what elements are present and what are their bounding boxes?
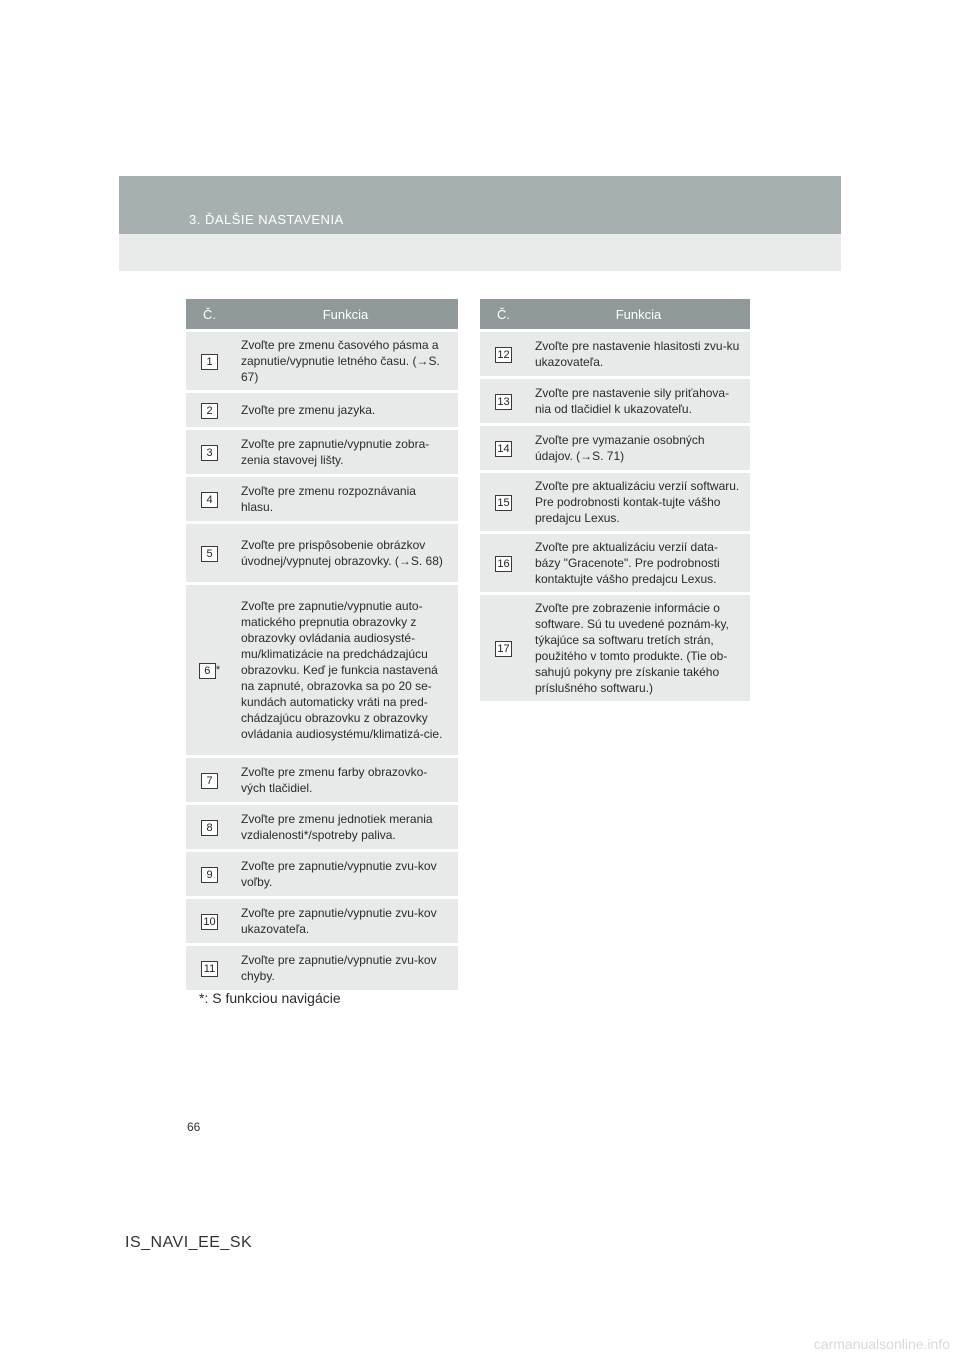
table-row xyxy=(186,899,458,943)
row-number-cell xyxy=(480,379,527,423)
row-number-box: 4 xyxy=(201,492,218,508)
row-number-cell xyxy=(480,426,527,470)
row-number-box: 2 xyxy=(201,403,218,419)
row-number-box: 12 xyxy=(495,347,512,363)
table-row xyxy=(480,379,750,423)
row-function-text: Zvoľte pre zapnutie/vypnutie auto-matického prepnutia obrazovky z obrazovky ovládania audiosysté-mu/klimatizácie na predchádzajúcu obrazovku. Keď je funkcia nastavená na zapnuté, obrazovka sa po 20 se-kundách automaticky vráti na pred-chádzajúcu obrazovku z obrazovky ovládania audiosystému/klimatizá-cie. xyxy=(233,585,458,755)
row-function-text: Zvoľte pre prispôsobenie obrázkov úvodnej/vypnutej obrazovky. (→S. 68) xyxy=(233,524,458,582)
row-number-cell xyxy=(186,585,233,755)
row-number-cell xyxy=(186,899,233,943)
row-number-box: 6 xyxy=(199,663,216,679)
table-row xyxy=(186,585,458,755)
row-number-cell xyxy=(186,393,233,427)
row-number-box: 3 xyxy=(201,445,218,461)
table-row xyxy=(186,430,458,474)
section-title: 3. ĎALŠIE NASTAVENIA xyxy=(189,212,344,227)
row-function-text: Zvoľte pre zmenu jazyka. xyxy=(233,393,458,427)
table-row xyxy=(186,852,458,896)
function-table-left xyxy=(186,296,458,993)
row-number-box: 13 xyxy=(495,394,512,410)
column-header-number: Č. xyxy=(480,299,527,329)
table-row xyxy=(480,595,750,701)
row-function-text: Zvoľte pre zapnutie/vypnutie zvu-kov chyby. xyxy=(233,946,458,990)
footnote: *: S funkciou navigácie xyxy=(199,990,341,1006)
row-function-text: Zvoľte pre nastavenie sily priťahova-nia od tlačidiel k ukazovateľu. xyxy=(527,379,750,423)
row-number-box: 7 xyxy=(201,773,218,789)
row-number-cell xyxy=(480,332,527,376)
row-number-cell xyxy=(480,534,527,592)
row-number-box: 15 xyxy=(495,495,512,511)
row-function-text: Zvoľte pre aktualizáciu verzií data-bázy "Gracenote". Pre podrobnosti kontaktujte vášho predajcu Lexus. xyxy=(527,534,750,592)
page-number: 66 xyxy=(187,1120,201,1134)
row-number-cell xyxy=(186,477,233,521)
row-number-box: 16 xyxy=(495,556,512,572)
column-header-function: Funkcia xyxy=(527,299,750,329)
table-header-row xyxy=(480,299,750,329)
row-number-cell xyxy=(186,524,233,582)
header-subband xyxy=(119,234,841,271)
row-footnote-mark: * xyxy=(215,663,221,676)
table-row xyxy=(480,534,750,592)
table-row xyxy=(480,426,750,470)
row-number-cell xyxy=(480,473,527,531)
table-row xyxy=(480,473,750,531)
row-number-box: 8 xyxy=(201,820,218,836)
row-function-text: Zvoľte pre vymazanie osobných údajov. (→S. 71) xyxy=(527,426,750,470)
row-number-box: 1 xyxy=(201,354,218,370)
row-number-cell xyxy=(186,758,233,802)
document-code: IS_NAVI_EE_SK xyxy=(125,1234,253,1251)
table-row xyxy=(186,332,458,390)
column-header-function: Funkcia xyxy=(233,299,458,329)
row-number-box: 5 xyxy=(201,546,218,562)
table-row xyxy=(186,393,458,427)
function-table-right xyxy=(480,296,750,704)
row-number-box: 11 xyxy=(201,961,218,977)
table-row xyxy=(186,805,458,849)
row-number-box: 9 xyxy=(201,867,218,883)
row-number-cell xyxy=(186,332,233,390)
column-header-number: Č. xyxy=(186,299,233,329)
row-function-text: Zvoľte pre aktualizáciu verzií softwaru. Pre podrobnosti kontak-tujte vášho predajcu Lexus. xyxy=(527,473,750,531)
row-number-box: 17 xyxy=(495,641,512,657)
row-number-cell xyxy=(186,946,233,990)
row-number-cell xyxy=(186,805,233,849)
table-row xyxy=(186,524,458,582)
row-function-text: Zvoľte pre nastavenie hlasitosti zvu-ku ukazovateľa. xyxy=(527,332,750,376)
row-number-cell xyxy=(186,430,233,474)
table-header-row xyxy=(186,299,458,329)
row-function-text: Zvoľte pre zmenu rozpoznávania hlasu. xyxy=(233,477,458,521)
table-row xyxy=(186,758,458,802)
watermark: carmanualsonline.info xyxy=(813,1336,950,1352)
row-number-box: 14 xyxy=(495,441,512,457)
row-number-cell xyxy=(480,595,527,701)
row-function-text: Zvoľte pre zmenu jednotiek merania vzdialenosti*/spotreby paliva. xyxy=(233,805,458,849)
table-row xyxy=(480,332,750,376)
row-number-box: 10 xyxy=(201,914,218,930)
row-function-text: Zvoľte pre zapnutie/vypnutie zobra-zenia stavovej lišty. xyxy=(233,430,458,474)
row-function-text: Zvoľte pre zmenu časového pásma a zapnutie/vypnutie letného času. (→S. 67) xyxy=(233,332,458,390)
row-function-text: Zvoľte pre zobrazenie informácie o software. Sú tu uvedené poznám-ky, týkajúce sa softwaru tretích strán, použitého v tomto produkte. (Tie ob-sahujú pokyny pre získanie takého príslušného softwaru.) xyxy=(527,595,750,701)
row-number-cell xyxy=(186,852,233,896)
table-row xyxy=(186,946,458,990)
row-function-text: Zvoľte pre zmenu farby obrazovko-vých tlačidiel. xyxy=(233,758,458,802)
row-function-text: Zvoľte pre zapnutie/vypnutie zvu-kov ukazovateľa. xyxy=(233,899,458,943)
row-function-text: Zvoľte pre zapnutie/vypnutie zvu-kov voľby. xyxy=(233,852,458,896)
table-row xyxy=(186,477,458,521)
